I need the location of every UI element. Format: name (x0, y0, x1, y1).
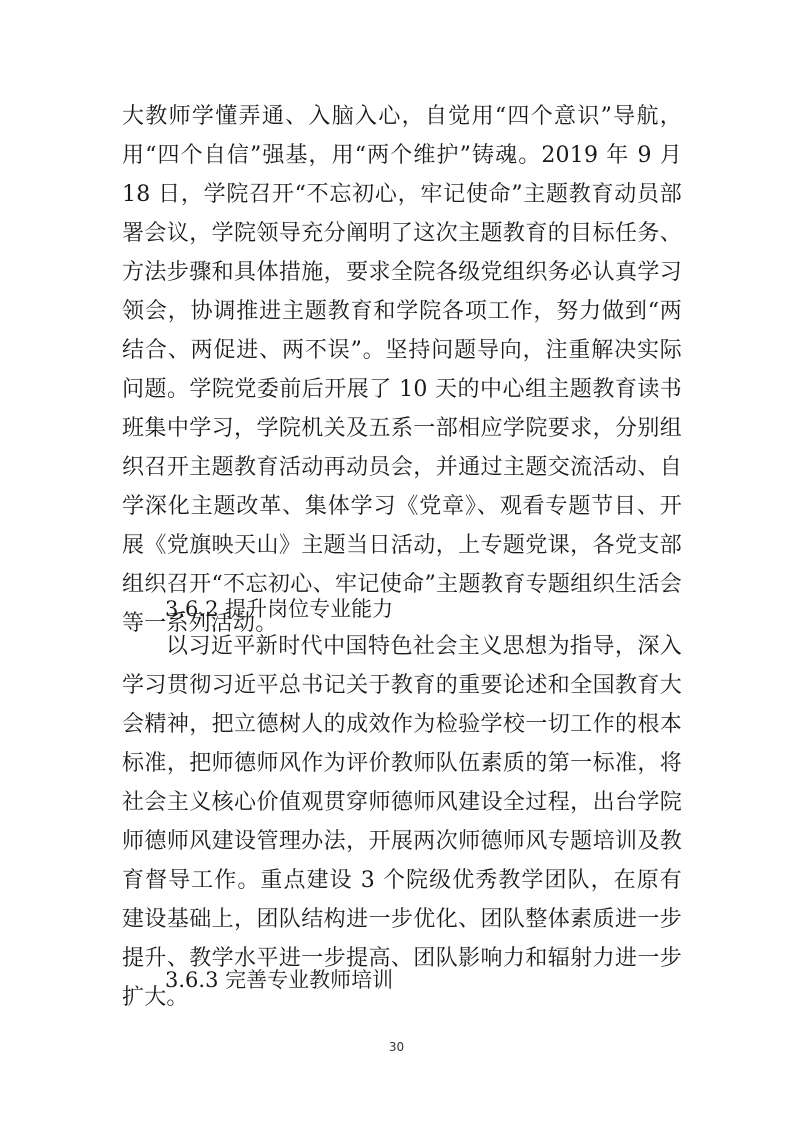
section-heading-3-6-2: 3.6.2 提升岗位专业能力 (165, 597, 394, 621)
body-paragraph-continued: 大教师学懂弄通、入脑入心，自觉用“四个意识”导航，用“四个自信”强基，用“两个维护”铸魂。2019 年 9 月 18 日，学院召开“不忘初心，牢记使命”主题教育动员部署会议，学院领导充分阐明了这次主题教育的目标任务、方法步骤和具体措施，要求全院各级党组织务必认真学习领会，协调推进主题教育和学院各项工作，努力做到“两结合、两促进、两不误”。坚持问题导向，注重解决实际问题。学院党委前后开展了 10 天的中心组主题教育读书班集中学习，学院机关及五系一部相应学院要求，分别组织召开主题教育活动再动员会，并通过主题交流活动、自学深化主题改革、集体学习《党章》、观看专题节目、开展《党旗映天山》主题当日活动，上专题党课，各党支部组织召开“不忘初心、牢记使命”主题教育专题组织生活会等一系列活动。 (122, 104, 682, 636)
section-heading-3-6-3: 3.6.3 完善专业教师培训 (165, 968, 394, 992)
body-paragraph-3-6-2: 以习近平新时代中国特色社会主义思想为指导，深入学习贯彻习近平总书记关于教育的重要论述和全国教育大会精神，把立德树人的成效作为检验学校一切工作的根本标准，把师德师风作为评价教师队伍素质的第一标准，将社会主义核心价值观贯穿师德师风建设全过程，出台学院师德师风建设管理办法，开展两次师德师风专题培训及教育督导工作。重点建设 3 个院级优秀教学团队，在原有建设基础上，团队结构进一步优化、团队整体素质进一步提升、教学水平进一步提高、团队影响力和辐射力进一步扩大。 (122, 634, 682, 1010)
page-number: 30 (388, 1040, 405, 1054)
